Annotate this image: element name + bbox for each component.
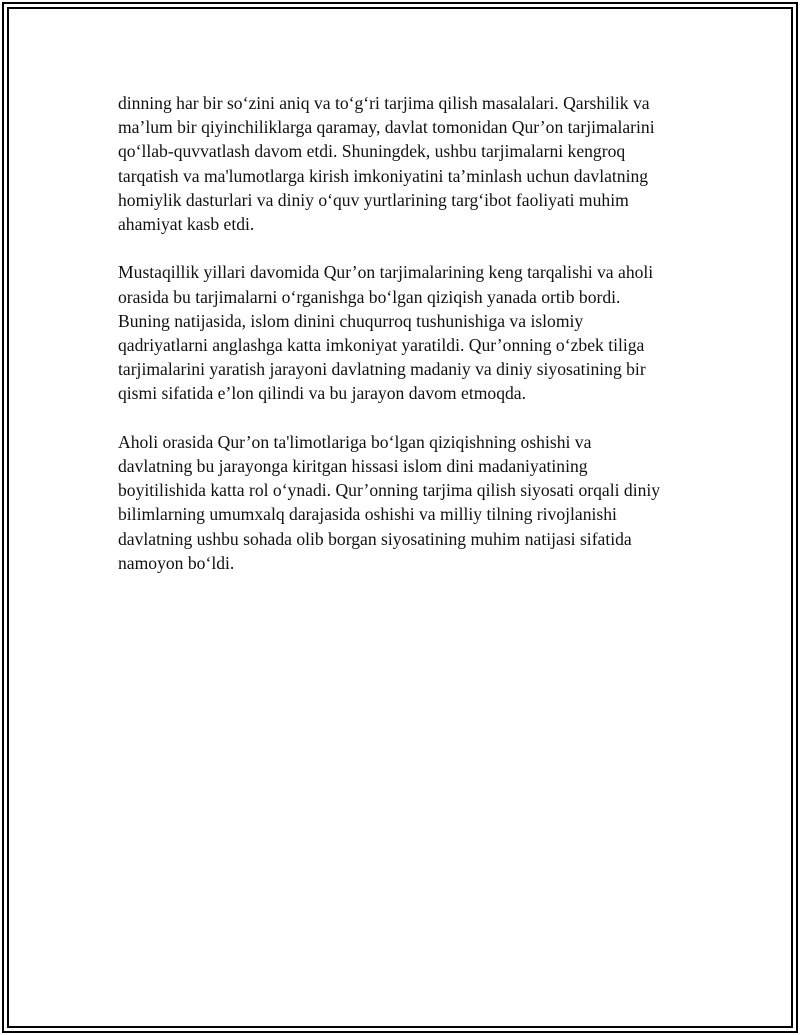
text-line: boyitilishida katta rol o‘ynadi. Qur’onning tarjima qilish siyosati orqali diniy (118, 480, 661, 501)
text-line: Aholi orasida Qur’on ta'limotlariga bo‘lgan qiziqishning oshishi va (118, 431, 592, 452)
text-line: ma’lum bir qiyinchiliklarga qaramay, davlat tomonidan Qur’on tarjimalarini (118, 117, 655, 138)
paragraph-2 (118, 260, 693, 405)
text-line: namoyon bo‘ldi. (118, 552, 235, 573)
text-line: dinning har bir so‘zini aniq va to‘g‘ri tarjima qilish masalalari. Qarshilik va (118, 93, 650, 113)
paragraph-3 (118, 430, 693, 575)
text-line: Mustaqillik yillari davomida Qur’on tarjimalarining keng tarqalishi va aholi (118, 262, 654, 283)
text-line: davlatning ushbu sohada olib borgan siyosatining muhim natijasi sifatida (118, 528, 632, 549)
text-line: orasida bu tarjimalarni o‘rganishga bo‘lgan qiziqish yanada ortib bordi. (118, 286, 621, 307)
text-line: bilimlarning umumxalq darajasida oshishi va milliy tilning rivojlanishi (118, 504, 617, 525)
text-line: tarjimalarini yaratish jarayoni davlatning madaniy va diniy siyosatining bir (118, 359, 646, 380)
text-line: Buning natijasida, islom dinini chuqurroq tushunishiga va islomiy (118, 310, 584, 331)
text-line: tarqatish va ma'lumotlarga kirish imkoniyatini ta’minlash uchun davlatning (118, 165, 649, 186)
text-line: homiylik dasturlari va diniy o‘quv yurtlarining targ‘ibot faoliyati muhim (118, 189, 629, 210)
paragraph-1 (118, 91, 693, 236)
text-line: qo‘llab-quvvatlash davom etdi. Shuningdek, ushbu tarjimalarni kengroq (118, 141, 626, 162)
document-body (118, 91, 693, 599)
text-line: davlatning bu jarayonga kiritgan hissasi islom dini madaniyatining (118, 456, 588, 477)
text-line: qismi sifatida e’lon qilindi va bu jarayon davom etmoqda. (118, 383, 526, 404)
text-line: ahamiyat kasb etdi. (118, 214, 255, 235)
text-line: qadriyatlarni anglashga katta imkoniyat yaratildi. Qur’onning o‘zbek tiliga (118, 335, 645, 356)
